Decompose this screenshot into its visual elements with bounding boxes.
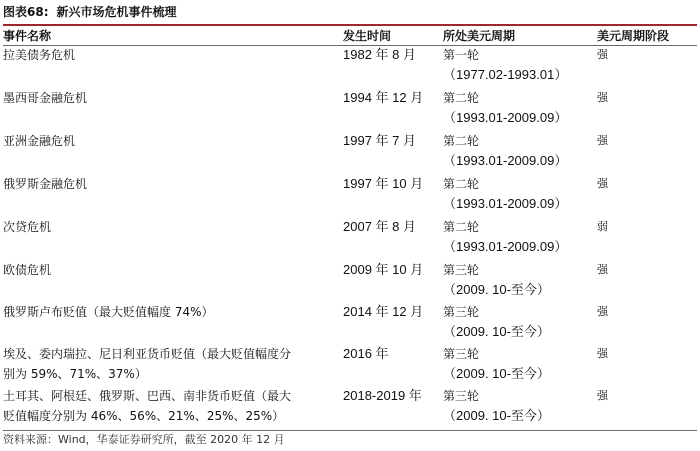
- header-event-name: 事件名称: [3, 29, 52, 43]
- source-note: 资料来源：Wind，华泰证券研究所，截至 2020 年 12 月: [3, 433, 285, 446]
- dollar-cycle: 第二轮: [443, 91, 480, 105]
- cycle-stage: 强: [597, 263, 608, 276]
- event-time: 1982 年 8 月: [343, 47, 416, 62]
- dollar-cycle: 第三轮: [443, 389, 480, 403]
- cycle-period: （1993.01-2009.09）: [443, 239, 568, 254]
- event-name-line1: 土耳其、阿根廷、俄罗斯、巴西、南非货币贬值（最大: [3, 389, 292, 403]
- cycle-stage: 强: [597, 177, 608, 190]
- footer-divider: [3, 430, 697, 431]
- event-time: 2016 年: [343, 346, 389, 361]
- event-name: 欧债危机: [3, 263, 52, 277]
- event-time: 2018-2019 年: [343, 388, 422, 403]
- figure-title: [3, 2, 697, 26]
- cycle-stage: 强: [597, 48, 608, 61]
- cycle-stage: 强: [597, 134, 608, 147]
- event-name-line1: 埃及、委内瑞拉、尼日利亚货币贬值（最大贬值幅度分: [3, 347, 292, 361]
- cycle-period: （2009. 10-至今）: [443, 366, 550, 381]
- cycle-stage: 强: [597, 389, 608, 402]
- event-name: 俄罗斯金融危机: [3, 177, 88, 191]
- header-time: 发生时间: [343, 29, 392, 43]
- event-name: 俄罗斯卢布贬值（最大贬值幅度 74%）: [3, 305, 214, 319]
- event-time: 2009 年 10 月: [343, 262, 424, 277]
- table-header: [3, 27, 697, 46]
- cycle-period: （1993.01-2009.09）: [443, 196, 568, 211]
- cycle-stage: 弱: [597, 220, 608, 233]
- event-name-line2: 贬值幅度分别为 46%、56%、21%、25%、25%）: [3, 409, 285, 423]
- cycle-period: （1993.01-2009.09）: [443, 110, 568, 125]
- event-name: 亚洲金融危机: [3, 134, 76, 148]
- cycle-stage: 强: [597, 347, 608, 360]
- event-name-line2: 别为 59%、71%、37%）: [3, 367, 147, 381]
- cycle-stage: 强: [597, 91, 608, 104]
- figure-title-text: 新兴市场危机事件梳理: [56, 5, 177, 19]
- cycle-period: （1993.01-2009.09）: [443, 153, 568, 168]
- event-time: 1997 年 7 月: [343, 133, 416, 148]
- dollar-cycle: 第二轮: [443, 220, 480, 234]
- event-name: 拉美债务危机: [3, 48, 76, 62]
- event-time: 2014 年 12 月: [343, 304, 424, 319]
- cycle-period: （2009. 10-至今）: [443, 408, 550, 423]
- cycle-period: （1977.02-1993.01）: [443, 67, 568, 82]
- event-time: 2007 年 8 月: [343, 219, 416, 234]
- cycle-period: （2009. 10-至今）: [443, 282, 550, 297]
- event-time: 1997 年 10 月: [343, 176, 424, 191]
- dollar-cycle: 第二轮: [443, 134, 480, 148]
- cycle-period: （2009. 10-至今）: [443, 324, 550, 339]
- dollar-cycle: 第三轮: [443, 263, 480, 277]
- header-cycle: 所处美元周期: [443, 29, 516, 43]
- dollar-cycle: 第一轮: [443, 48, 480, 62]
- event-name: 次贷危机: [3, 220, 52, 234]
- dollar-cycle: 第三轮: [443, 305, 480, 319]
- event-time: 1994 年 12 月: [343, 90, 424, 105]
- header-stage: 美元周期阶段: [597, 29, 670, 43]
- cycle-stage: 强: [597, 305, 608, 318]
- dollar-cycle: 第二轮: [443, 177, 480, 191]
- figure-label: 图表68:: [3, 5, 49, 19]
- dollar-cycle: 第三轮: [443, 347, 480, 361]
- event-name: 墨西哥金融危机: [3, 91, 88, 105]
